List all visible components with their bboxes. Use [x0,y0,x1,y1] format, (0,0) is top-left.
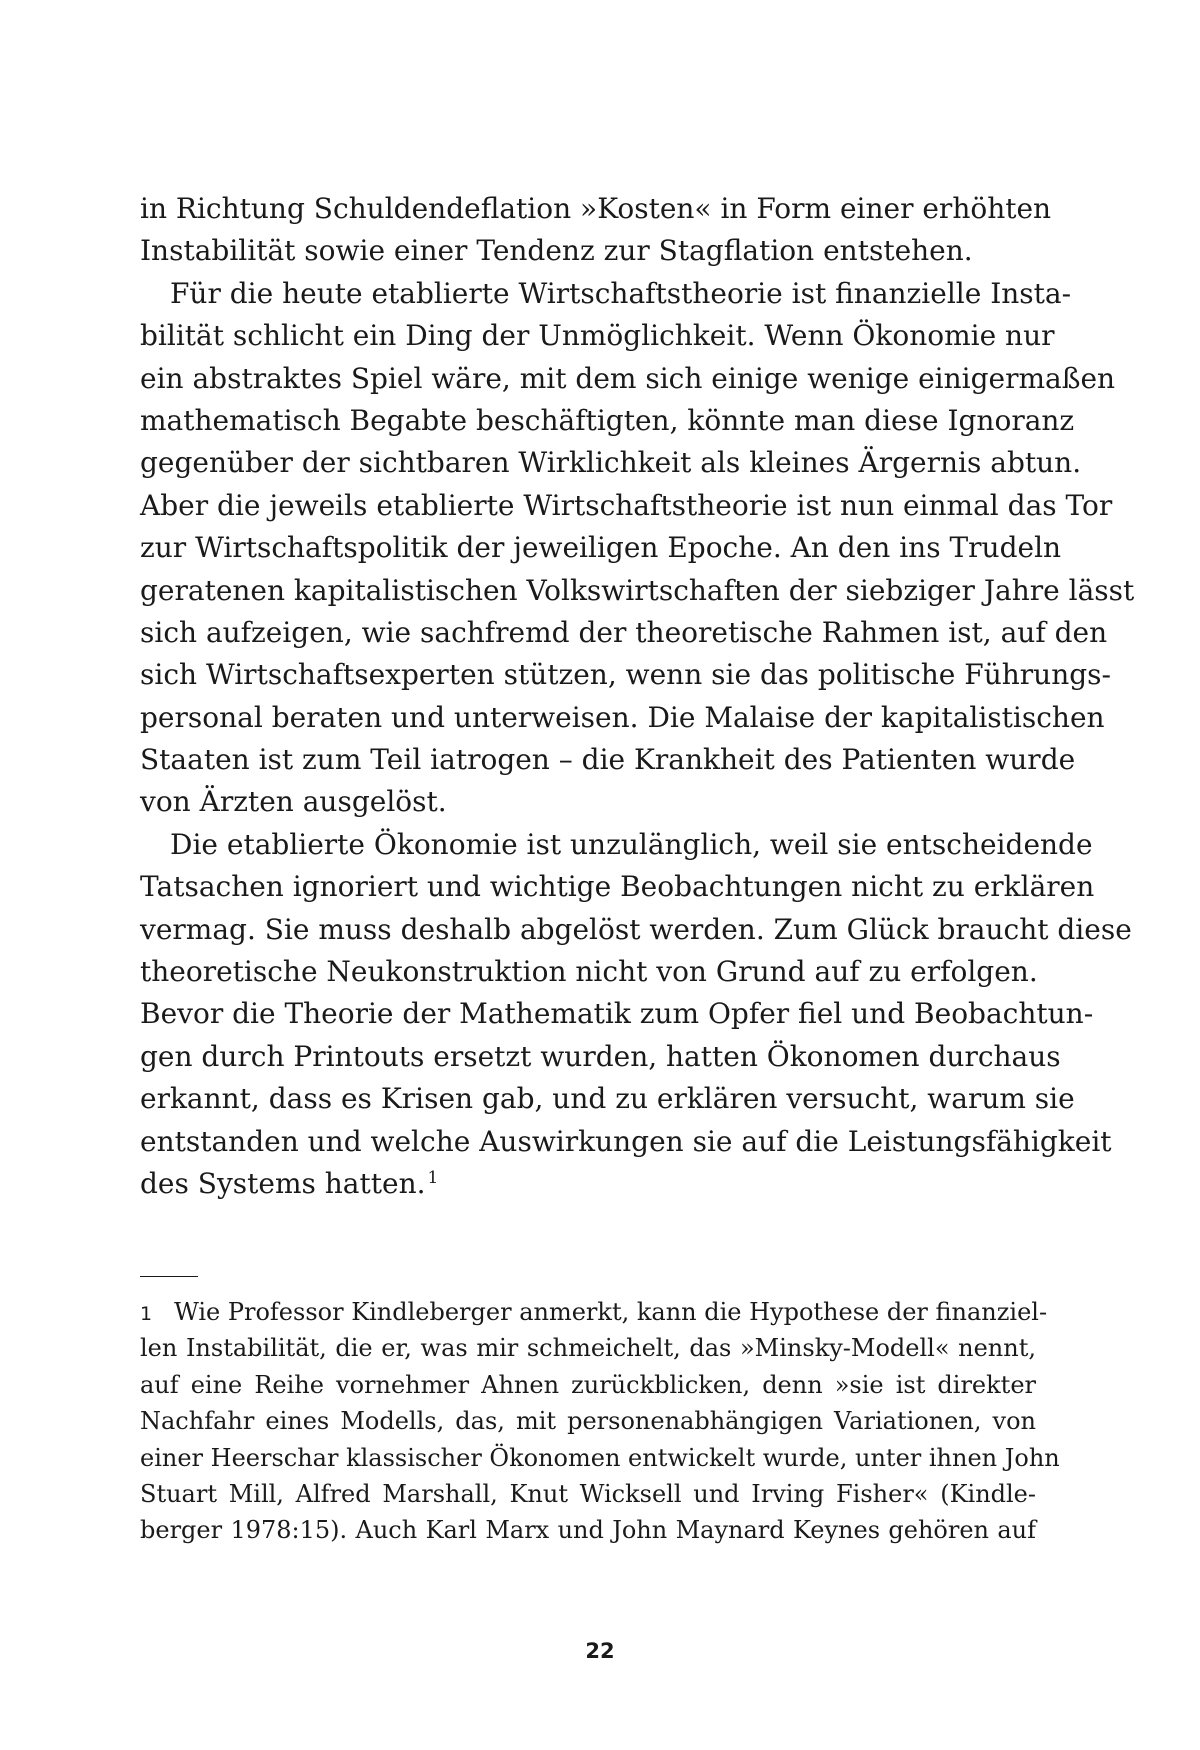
text-line-with-footnote [140,1163,1036,1205]
text-line: mathematisch Begabte beschäftigten, könnte man diese Ignoranz [140,403,1075,437]
text-line: gegenüber der sichtbaren Wirklichkeit als kleines Ärgernis abtun. [140,446,1082,480]
footnote-line: auf eine Reihe vornehmer Ahnen zurückblicken, denn »sie ist direkter [140,1370,1036,1399]
text-line: Staaten ist zum Teil iatrogen – die Krankheit des Patienten wurde [140,743,1076,777]
text-line: Für die heute etablierte Wirtschaftstheorie ist finanzielle Insta- [170,276,1072,310]
paragraph-1 [140,188,1052,273]
footnote-line: berger 1978:15). Auch Karl Marx und John Maynard Keynes gehören auf [140,1516,1036,1545]
footnote-line: len Instabilität, die er, was mir schmeichelt, das »Minsky-Modell« nennt, [140,1334,1036,1363]
text-line: von Ärzten ausgelöst. [140,785,447,819]
text-line: vermag. Sie muss deshalb abgelöst werden. Zum Glück braucht diese [140,912,1132,946]
text-line: Die etablierte Ökonomie ist unzulänglich, weil sie entscheidende [170,827,1093,861]
main-text [140,188,1135,1205]
text-line: zur Wirtschaftspolitik der jeweiligen Epoche. An den ins Trudeln [140,531,1062,565]
text-line: personal beraten und unterweisen. Die Malaise der kapitalistischen [140,700,1105,734]
footnote-reference[interactable]: 1 [427,1167,439,1188]
text-line: gen durch Printouts ersetzt wurden, hatten Ökonomen durchaus [140,1039,1061,1073]
paragraph-2 [140,273,1135,824]
text-line: in Richtung Schuldendeflation »Kosten« in Form einer erhöhten [140,192,1052,225]
page-number: 22 [585,1639,615,1663]
text-line: geratenen kapitalistischen Volkswirtschaften der siebziger Jahre lässt [140,573,1135,607]
text-line: entstanden und welche Auswirkungen sie auf die Leistungsfähigkeit [140,1124,1112,1158]
paragraph-3 [140,824,1132,1206]
footnote [140,1294,1060,1549]
footnote-number: 1 [140,1303,153,1325]
text-line: sich Wirtschaftsexperten stützen, wenn sie das politische Führungs- [140,658,1111,692]
footnote-line: Nachfahr eines Modells, das, mit personenabhängigen Variationen, von [140,1407,1036,1436]
text-line: des Systems hatten. [140,1166,426,1200]
text-line: bilität schlicht ein Ding der Unmöglichkeit. Wenn Ökonomie nur [140,319,1055,353]
text-line: sich aufzeigen, wie sachfremd der theoretische Rahmen ist, auf den [140,615,1108,649]
footnote-line [140,1294,1048,1330]
text-line: Tatsachen ignoriert und wichtige Beobachtungen nicht zu erklären [140,870,1095,904]
footnote-text: Wie Professor Kindleberger anmerkt, kann die Hypothese der finanziel- [174,1298,1048,1326]
text-line: Instabilität sowie einer Tendenz zur Stagflation entstehen. [140,234,973,268]
text-line: Aber die jeweils etablierte Wirtschaftstheorie ist nun einmal das Tor [140,488,1113,522]
text-line: theoretische Neukonstruktion nicht von Grund auf zu erfolgen. [140,955,1038,989]
text-line: ein abstraktes Spiel wäre, mit dem sich einige wenige einigermaßen [140,361,1116,395]
text-line: erkannt, dass es Krisen gab, und zu erklären versucht, warum sie [140,1082,1075,1116]
text-line: Bevor die Theorie der Mathematik zum Opfer fiel und Beobachtun- [140,997,1094,1031]
footnote-line: Stuart Mill, Alfred Marshall, Knut Wicksell und Irving Fisher« (Kindle- [140,1479,1036,1508]
footnote-line: einer Heerschar klassischer Ökonomen entwickelt wurde, unter ihnen John [140,1443,1060,1472]
footnote-separator [140,1276,198,1277]
